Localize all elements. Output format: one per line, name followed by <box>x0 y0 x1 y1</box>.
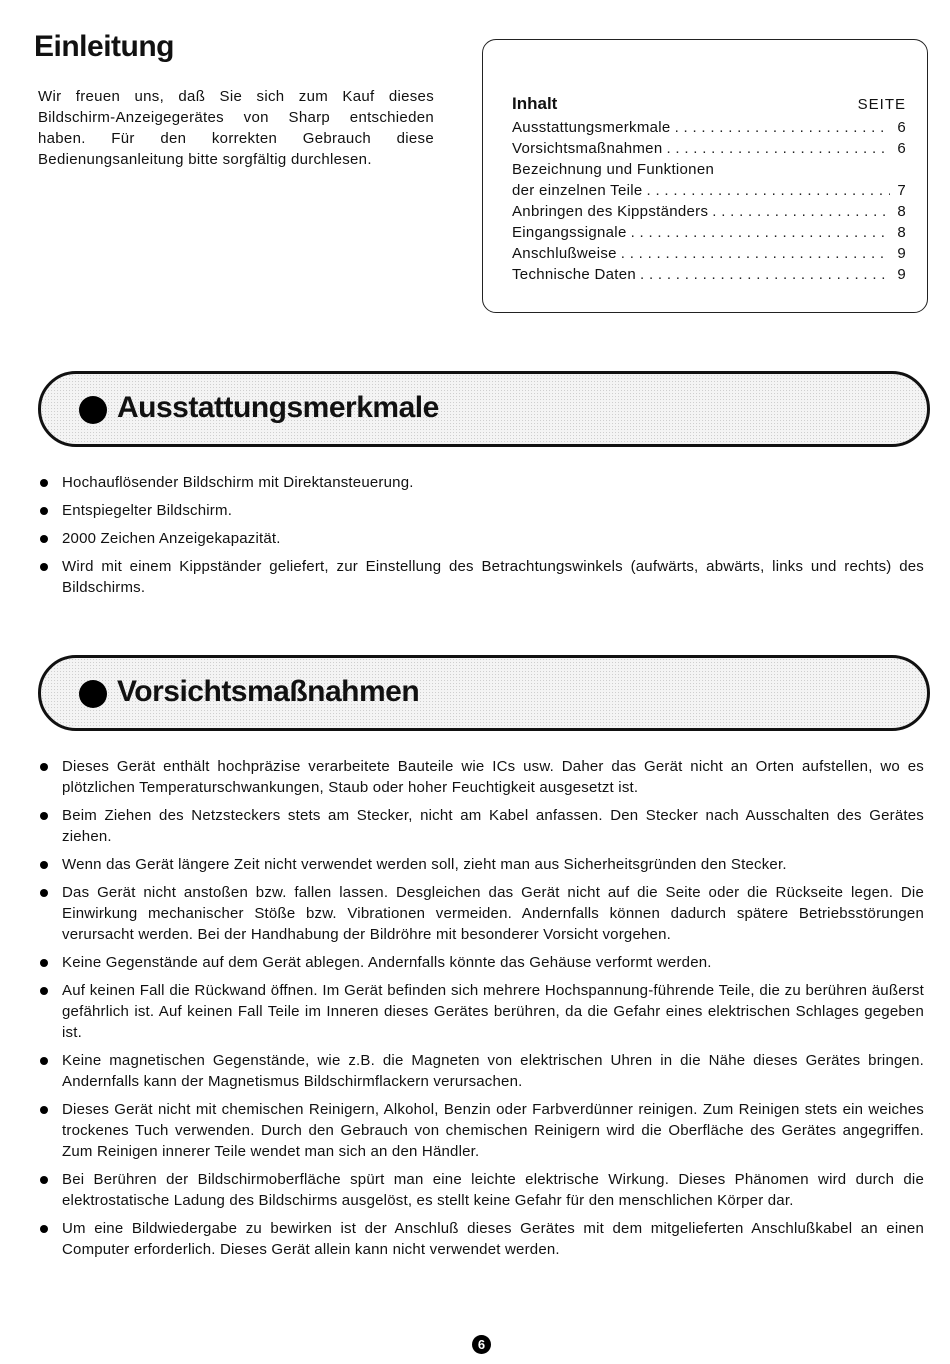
list-item-text: Auf keinen Fall die Rückwand öffnen. Im Gerät befinden sich mehrere Hochspannung-führende Teile, die zu berühren äußerst gefährlich ist. Auf keinen Fall Teile im Inneren dieses Gerätes berühren, da die Gefahr eines elektrischen Schlages gegeben ist. <box>62 982 924 1041</box>
list-item-text: Bei Berühren der Bildschirmoberfläche spürt man eine leichte elektrische Wirkung. Dieses Phänomen wird durch die elektrostatische Ladung des Bildschirms ausgelöst, es stellt keine Gefahr für den menschlichen Körper dar. <box>62 1171 924 1209</box>
list-item <box>38 854 924 875</box>
toc-entry-page: 6 <box>897 119 906 136</box>
features-heading: Ausstattungsmerkmale <box>117 391 439 424</box>
toc-entry-page: 9 <box>897 245 906 262</box>
page-number: 6 <box>472 1335 491 1354</box>
toc-entry-label: Vorsichtsmaßnahmen <box>512 140 663 157</box>
bullet-icon <box>40 812 48 820</box>
list-item <box>38 980 924 1043</box>
bullet-icon <box>40 763 48 771</box>
bullet-icon <box>79 680 107 708</box>
list-item-text: Beim Ziehen des Netzsteckers stets am Stecker, nicht am Kabel anfassen. Den Stecker nach Ausschalten des Gerätes ziehen. <box>62 807 924 845</box>
toc-leader-dots <box>631 222 890 243</box>
toc-entry <box>512 159 906 180</box>
list-item <box>38 500 924 521</box>
bullet-icon <box>40 987 48 995</box>
toc-leader-dots <box>640 264 890 285</box>
list-item-text: Keine magnetischen Gegenstände, wie z.B. die Magneten von elektrischen Uhren in die Nähe dieses Gerätes bringen. Andernfalls kann der Magnetismus Bildschirmflackern verursachen. <box>62 1052 924 1090</box>
toc-entry-page: 9 <box>897 266 906 283</box>
toc-entry-label: Bezeichnung und Funktionen <box>512 161 715 178</box>
intro-paragraph: Wir freuen uns, daß Sie sich zum Kauf dieses Bildschirm-Anzeigegerätes von Sharp entschieden haben. Für den korrekten Gebrauch diese Bedienungsanleitung bitte sorgfältig durchlesen. <box>38 88 434 168</box>
features-list <box>38 472 924 598</box>
precautions-section-banner <box>38 655 930 731</box>
features-section-banner <box>38 371 930 447</box>
bullet-icon <box>40 889 48 897</box>
list-item-text: 2000 Zeichen Anzeigekapazität. <box>62 530 281 547</box>
list-item-text: Wenn das Gerät längere Zeit nicht verwendet werden soll, zieht man aus Sicherheitsgründen den Stecker. <box>62 856 787 873</box>
toc-entry-label: Anschlußweise <box>512 245 617 262</box>
bullet-icon <box>40 861 48 869</box>
list-item <box>38 1218 924 1260</box>
bullet-icon <box>40 507 48 515</box>
toc-leader-dots <box>675 117 890 138</box>
toc-entry-label: Anbringen des Kippständers <box>512 203 709 220</box>
list-item <box>38 952 924 973</box>
list-item-text: Hochauflösender Bildschirm mit Direktansteuerung. <box>62 474 414 491</box>
list-item <box>38 528 924 549</box>
list-item <box>38 1169 924 1211</box>
toc-entry <box>512 180 906 201</box>
list-item <box>38 472 924 493</box>
bullet-icon <box>79 396 107 424</box>
toc-entry-page: 6 <box>897 140 906 157</box>
toc-leader-dots <box>647 180 890 201</box>
toc-entry <box>512 243 906 264</box>
toc-entry-page: 7 <box>897 182 906 199</box>
toc-entry <box>512 138 906 159</box>
bullet-icon <box>40 1176 48 1184</box>
toc-header <box>512 94 906 114</box>
bullet-icon <box>40 535 48 543</box>
toc-entry <box>512 201 906 222</box>
list-item-text: Um eine Bildwiedergabe zu bewirken ist der Anschluß dieses Gerätes mit dem mitgelieferten Anschlußkabel an einen Computer erforderlich. Dieses Gerät allein kann nicht verwendet werden. <box>62 1220 924 1258</box>
toc-leader-dots <box>666 138 890 159</box>
list-item-text: Das Gerät nicht anstoßen bzw. fallen lassen. Desgleichen das Gerät nicht auf die Seite oder die Rückseite legen. Die Einwirkung mechanischer Stöße bzw. Vibrationen vermeiden. Andernfalls können dadurch spätere Betriebsstörungen verursacht werden. Bei der Handhabung der Bildröhre mit besonderer Vorsicht vorgehen. <box>62 884 924 943</box>
toc-page-header: SEITE <box>857 96 906 113</box>
toc-leader-dots <box>712 201 890 222</box>
list-item-text: Wird mit einem Kippständer geliefert, zur Einstellung des Betrachtungswinkels (aufwärts, abwärts, links und rechts) des Bildschirms. <box>62 558 924 596</box>
toc-entry <box>512 117 906 138</box>
toc-entry-label: Eingangssignale <box>512 224 627 241</box>
toc-entry-page: 8 <box>897 224 906 241</box>
list-item <box>38 1099 924 1162</box>
toc-entry <box>512 264 906 285</box>
toc-entry-label: der einzelnen Teile <box>512 182 643 199</box>
toc-entry-page: 8 <box>897 203 906 220</box>
precautions-list <box>38 756 924 1260</box>
toc-title: Inhalt <box>512 94 558 113</box>
bullet-icon <box>40 479 48 487</box>
list-item-text: Keine Gegenstände auf dem Gerät ablegen. Andernfalls könnte das Gehäuse verformt werden. <box>62 954 712 971</box>
bullet-icon <box>40 959 48 967</box>
toc-entry-label: Technische Daten <box>512 266 637 283</box>
list-item-text: Dieses Gerät nicht mit chemischen Reinigern, Alkohol, Benzin oder Farbverdünner reinigen. Zum Reinigen stets ein weiches trockenes Tuch verwenden. Durch den Gebrauch von chemischen Reinigern wird die Oberfläche des Gerätes angegriffen. Zum Reinigen innerer Teile wendet man sich an den Händler. <box>62 1101 924 1160</box>
bullet-icon <box>40 1225 48 1233</box>
bullet-icon <box>40 563 48 571</box>
bullet-icon <box>40 1106 48 1114</box>
toc-entry <box>512 222 906 243</box>
list-item-text: Entspiegelter Bildschirm. <box>62 502 233 519</box>
list-item <box>38 756 924 798</box>
list-item <box>38 556 924 598</box>
list-item <box>38 805 924 847</box>
toc-leader-dots <box>621 243 890 264</box>
toc-entry-label: Ausstattungsmerkmale <box>512 119 671 136</box>
toc-list <box>512 117 906 285</box>
page-title: Einleitung <box>34 30 174 63</box>
list-item-text: Dieses Gerät enthält hochpräzise verarbeitete Bauteile wie ICs usw. Daher das Gerät nicht an Orten aufstellen, wo es plötzlichen Temperaturschwankungen, Staub oder hoher Feuchtigkeit ausgesetzt ist. <box>62 758 924 796</box>
list-item <box>38 882 924 945</box>
precautions-heading: Vorsichtsmaßnahmen <box>117 675 420 708</box>
bullet-icon <box>40 1057 48 1065</box>
list-item <box>38 1050 924 1092</box>
